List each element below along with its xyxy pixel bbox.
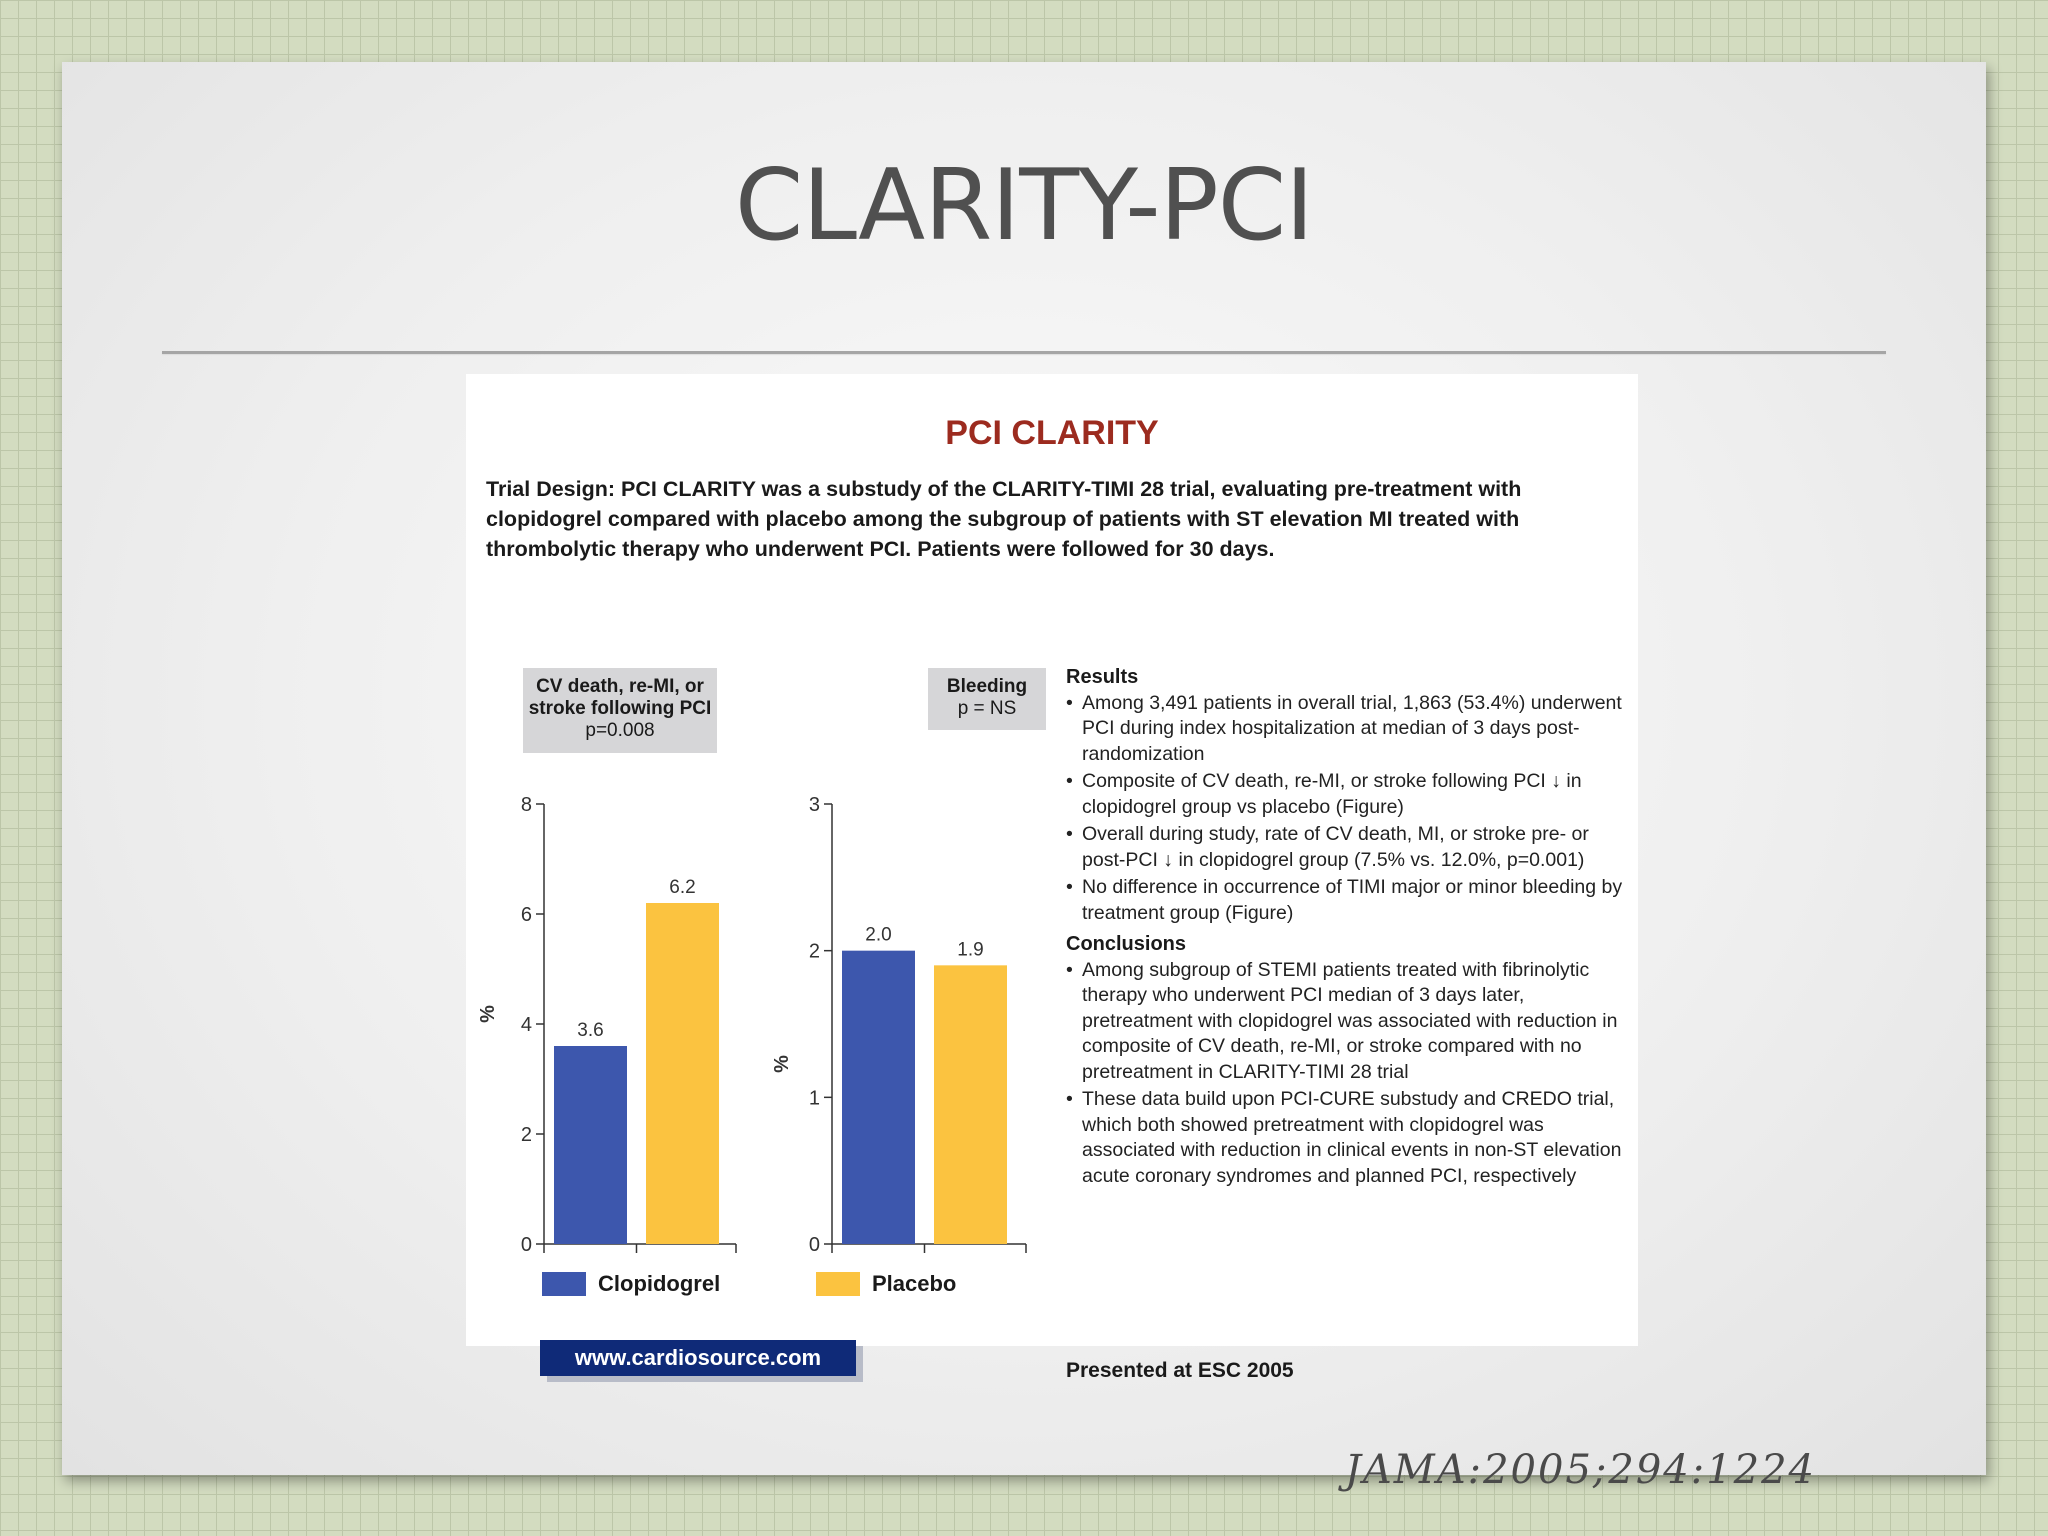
conclusions-item: • Among subgroup of STEMI patients treated with fibrinolytic therapy who underwent PCI median of 3 days later, pretreatment with clopidogrel was associated with reduction in composite of CV death, re-MI, or stroke compared with no pretreatment in CLARITY-TIMI 28 trial [1066, 958, 1626, 1086]
bar-clopidogrel [842, 951, 915, 1244]
slide [62, 62, 1986, 1493]
y-axis-label: % [477, 1005, 499, 1023]
slide-title: CLARITY-PCI [734, 149, 1314, 263]
citation: JAMA:2005;294:1224 [1344, 1447, 1816, 1493]
conclusions-item: • These data build upon PCI-CURE substudy and CREDO trial, which both showed pretreatment with clopidogrel was associated with reduction in clinical events in non-ST elevation acute coronary syndromes and planned PCI, respectively [1066, 1087, 1626, 1189]
bar-value-label: 2.0 [865, 924, 892, 946]
conclusions-heading: Conclusions [1066, 933, 1187, 955]
panel-title-line: Bleeding [946, 676, 1028, 697]
y-tick-label: 4 [520, 1014, 532, 1036]
panel-title-line: p = NS [957, 698, 1017, 719]
y-tick-label: 2 [520, 1124, 532, 1146]
presented-note: Presented at ESC 2005 [1066, 1359, 1294, 1382]
y-axis-label: % [771, 1055, 793, 1073]
y-tick-label: 0 [808, 1234, 820, 1256]
results-item: • Composite of CV death, re-MI, or stroke following PCI ↓ in clopidogrel group vs placebo (Figure) [1066, 769, 1626, 820]
bar-placebo [934, 965, 1007, 1244]
figure-panel [466, 374, 1638, 1382]
results-list [1066, 691, 1626, 927]
trial-design-text: Trial Design: PCI CLARITY was a substudy of the CLARITY-TIMI 28 trial, evaluating pre-treatment with clopidogrel compared with placebo among the subgroup of patients with ST elevation MI treated with thrombolytic therapy who underwent PCI. Patients were followed for 30 days. [486, 477, 1522, 561]
results-item: • Among 3,491 patients in overall trial, 1,863 (53.4%) underwent PCI during index hospitalization at median of 3 days post-randomization [1066, 691, 1626, 768]
bar-placebo [646, 903, 719, 1244]
legend-swatch-clopidogrel [542, 1272, 586, 1296]
title-divider [162, 351, 1886, 354]
bar-clopidogrel [554, 1046, 627, 1244]
panel-title-line: CV death, re-MI, or [536, 676, 704, 697]
panel-title-line: stroke following PCI [528, 698, 712, 719]
y-tick-label: 1 [808, 1087, 820, 1110]
website-label: www.cardiosource.com [574, 1345, 822, 1370]
legend-swatch-placebo [816, 1272, 860, 1296]
bar-value-label: 3.6 [577, 1020, 604, 1041]
results-item: • Overall during study, rate of CV death, MI, or stroke pre- or post-PCI ↓ in clopidogrel group (7.5% vs. 12.0%, p=0.001) [1066, 822, 1626, 873]
y-tick-label: 0 [520, 1234, 532, 1256]
legend-label: Placebo [872, 1271, 957, 1296]
results-section [1066, 665, 1626, 1191]
bar-value-label: 6.2 [669, 877, 696, 898]
conclusions-list [1066, 958, 1626, 1190]
y-tick-label: 8 [520, 794, 532, 816]
results-item: • No difference in occurrence of TIMI major or minor bleeding by treatment group (Figure) [1066, 875, 1626, 926]
panel-title-line: p=0.008 [585, 720, 655, 741]
results-heading: Results [1066, 666, 1139, 688]
y-tick-label: 6 [520, 904, 532, 926]
legend-label: Clopidogrel [598, 1271, 721, 1296]
bar-value-label: 1.9 [957, 939, 984, 961]
figure-title: PCI CLARITY [945, 414, 1159, 452]
y-tick-label: 2 [808, 940, 820, 963]
y-tick-label: 3 [808, 794, 820, 816]
